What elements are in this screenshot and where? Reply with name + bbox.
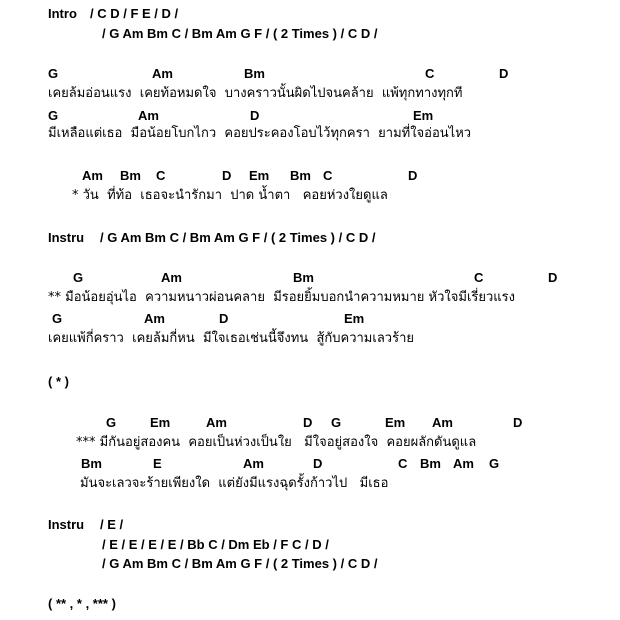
chord: Em	[344, 311, 365, 326]
chord: D	[313, 456, 323, 471]
instru-line: / G Am Bm C / Bm Am G F / ( 2 Times ) / C D /	[102, 556, 378, 571]
chord: Am	[432, 415, 453, 430]
chord: Bm	[120, 168, 141, 183]
instru-line: / E / E / E / E / Bb C / Dm Eb / F C / D /	[102, 537, 329, 552]
intro-line-1: / C D / F E / D /	[90, 6, 179, 21]
repeat-marker: ( * )	[48, 374, 69, 389]
intro-label: Intro	[48, 6, 77, 21]
instru-line: / E /	[100, 517, 124, 532]
lyric-line: * วัน ที่ท้อ เธอจะนำรักมา ปาด น้ำตา คอยห่วงใยดูแล	[72, 188, 388, 203]
chord: Am	[453, 456, 474, 471]
chord: D	[548, 270, 558, 285]
chord: G	[106, 415, 117, 430]
chord: Am	[243, 456, 264, 471]
chord: Em	[385, 415, 406, 430]
chord: G	[48, 66, 59, 81]
chord: Em	[413, 108, 434, 123]
instru-label: Instru	[48, 517, 85, 532]
lyric-line: เคยล้มอ่อนแรง เคยท้อหมดใจ บางคราวนั้นผิดไปจนคล้าย แพ้ทุกทางทุกที	[48, 86, 463, 101]
instru-label: Instru	[48, 230, 85, 245]
chord: Am	[82, 168, 103, 183]
chord: Bm	[293, 270, 314, 285]
chord: C	[425, 66, 435, 81]
chord: C	[474, 270, 484, 285]
chord: G	[489, 456, 500, 471]
chord: Em	[249, 168, 270, 183]
intro-line-2: / G Am Bm C / Bm Am G F / ( 2 Times ) / C D /	[102, 26, 378, 41]
chord: G	[331, 415, 342, 430]
chord: D	[222, 168, 232, 183]
instru-line: / G Am Bm C / Bm Am G F / ( 2 Times ) / C D /	[100, 230, 376, 245]
chord: Bm	[244, 66, 265, 81]
lyric-line: มันจะเลวจะร้ายเพียงใด แต่ยังมีแรงฉุดรั้งก้าวไป มีเธอ	[80, 476, 389, 491]
chord: Am	[206, 415, 227, 430]
chord: Am	[144, 311, 165, 326]
chord: C	[398, 456, 408, 471]
lyric-line: เคยแพ้กี่คราว เคยล้มกี่หน มีใจเธอเช่นนี้จึงทน สู้กับความเลวร้าย	[48, 331, 414, 346]
chord: D	[219, 311, 229, 326]
chord: C	[156, 168, 166, 183]
chord: Am	[152, 66, 173, 81]
chord: Am	[138, 108, 159, 123]
chord: G	[73, 270, 84, 285]
chord: D	[408, 168, 418, 183]
chord: Bm	[81, 456, 102, 471]
lyric-line: *** มีกันอยู่สองคน คอยเป็นห่วงเป็นใย มีใจอยู่สองใจ คอยผลักดันดูแล	[76, 435, 477, 450]
chord: G	[48, 108, 59, 123]
chord: D	[513, 415, 523, 430]
chord: D	[303, 415, 313, 430]
lyric-line: มีเหลือแต่เธอ มือน้อยโบกไกว คอยประคองโอบไว้ทุกครา ยามที่ใจอ่อนไหว	[48, 126, 472, 141]
chord: Bm	[420, 456, 441, 471]
chord: Em	[150, 415, 171, 430]
repeat-marker: ( ** , * , *** )	[48, 596, 116, 611]
chord: D	[250, 108, 260, 123]
chord: D	[499, 66, 509, 81]
chord: G	[52, 311, 63, 326]
chord: E	[153, 456, 162, 471]
chord: C	[323, 168, 333, 183]
chord: Bm	[290, 168, 311, 183]
chord: Am	[161, 270, 182, 285]
lyric-line: ** มือน้อยอุ่นไอ ความหนาวผ่อนคลาย มีรอยยิ้มบอกนำความหมาย หัวใจมีเรี่ยวแรง	[48, 290, 515, 305]
